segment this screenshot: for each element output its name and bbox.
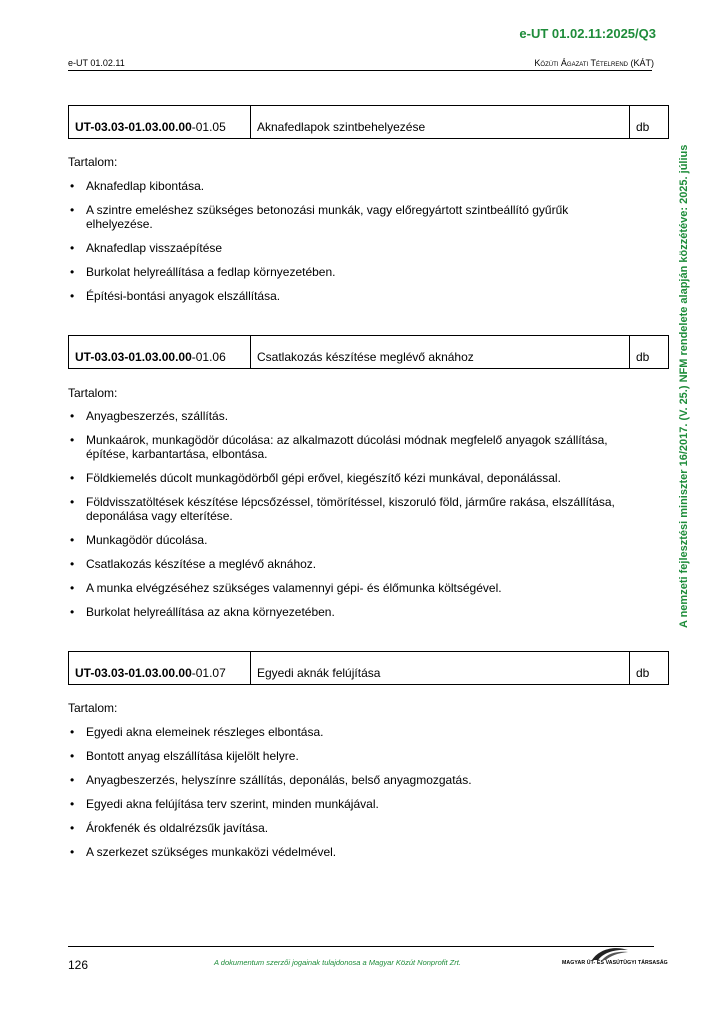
item-unit: db	[636, 120, 650, 134]
item-box-01-06	[68, 335, 669, 369]
list-item: • Anyagbeszerzés, helyszínre szállítás, deponálás, belső anyagmozgatás.	[68, 773, 638, 787]
list-item: • Építési-bontási anyagok elszállítása.	[68, 289, 638, 303]
item-code	[69, 652, 251, 684]
list-item: • Aknafedlap visszaépítése	[68, 241, 638, 255]
item-code-suffix: -01.07	[191, 666, 226, 680]
list-item: • Földkiemelés dúcolt munkagödörből gépi erővel, kiegészítő kézi munkával, deponálással.	[68, 471, 638, 485]
item-code-suffix: -01.05	[191, 120, 226, 134]
item-box-01-05	[68, 105, 669, 139]
item-code-suffix: -01.06	[191, 350, 226, 364]
list-item: • Munkaárok, munkagödör dúcolása: az alkalmazott dúcolási módnak megfelelő anyagok szállítása, építése, karbantartása, elbontása.	[68, 433, 638, 461]
item-code-main: UT-03.03-01.03.00.00	[75, 666, 192, 680]
item-title: Aknafedlapok szintbehelyezése	[251, 106, 630, 138]
item-unit: db	[636, 350, 650, 364]
list-item: • Burkolat helyreállítása a fedlap környezetében.	[68, 265, 638, 279]
item-title: Egyedi aknák felújítása	[251, 652, 630, 684]
item-code	[69, 336, 251, 368]
logo-text: MAGYAR ÚT- ÉS VASÚTÜGYI TÁRSASÁG	[562, 960, 668, 966]
page-number: 126	[68, 958, 89, 972]
item-code	[69, 106, 251, 138]
content-label: Tartalom:	[68, 155, 118, 169]
list-item: • Anyagbeszerzés, szállítás.	[68, 409, 638, 423]
list-item: • Aknafedlap kibontása.	[68, 179, 638, 193]
doc-code: e-UT 01.02.11:2025/Q3	[519, 26, 656, 41]
item-code-main: UT-03.03-01.03.00.00	[75, 120, 192, 134]
content-list	[68, 179, 638, 313]
list-item: • A szerkezet szükséges munkaközi védelmével.	[68, 845, 638, 859]
header-right-text: Közúti Ágazati Tételrend (KÁT)	[534, 58, 654, 68]
content-label: Tartalom:	[68, 386, 118, 400]
content-label: Tartalom:	[68, 701, 118, 715]
list-item: • Csatlakozás készítése a meglévő aknához.	[68, 557, 638, 571]
item-box-01-07	[68, 651, 669, 685]
list-item: • Árokfenék és oldalrézsűk javítása.	[68, 821, 638, 835]
list-item: • Egyedi akna felújítása terv szerint, minden munkájával.	[68, 797, 638, 811]
content-list	[68, 409, 638, 629]
list-item: • Burkolat helyreállítása az akna környezetében.	[68, 605, 638, 619]
list-item: • A szintre emeléshez szükséges betonozási munkák, vagy előregyártott szintbeállító gyűrűk elhelyezése.	[68, 203, 638, 231]
item-code-main: UT-03.03-01.03.00.00	[75, 350, 192, 364]
item-unit: db	[636, 666, 650, 680]
list-item: • Munkagödör dúcolása.	[68, 533, 638, 547]
list-item: • A munka elvégzéséhez szükséges valamennyi gépi- és élőmunka költségével.	[68, 581, 638, 595]
header-right	[534, 58, 654, 68]
item-title: Csatlakozás készítése meglévő aknához	[251, 336, 630, 368]
side-note: A nemzeti fejlesztési miniszter 16/2017. (V. 25.) NFM rendelete alapján közzétéve: 2025. július	[678, 144, 690, 628]
logo	[560, 946, 668, 970]
list-item: • Egyedi akna elemeinek részleges elbontása.	[68, 725, 638, 739]
list-item: • Bontott anyag elszállítása kijelölt helyre.	[68, 749, 638, 763]
content-list	[68, 725, 638, 869]
header-left: e-UT 01.02.11	[68, 58, 125, 68]
header-rule	[68, 70, 652, 71]
footer-copyright: A dokumentum szerzői jogainak tulajdonosa a Magyar Közút Nonprofit Zrt.	[214, 958, 461, 967]
list-item: • Földvisszatöltések készítése lépcsőzéssel, tömörítéssel, kiszoruló föld, járműre rakása, elszállítása, deponálása vagy elterítése.	[68, 495, 638, 523]
